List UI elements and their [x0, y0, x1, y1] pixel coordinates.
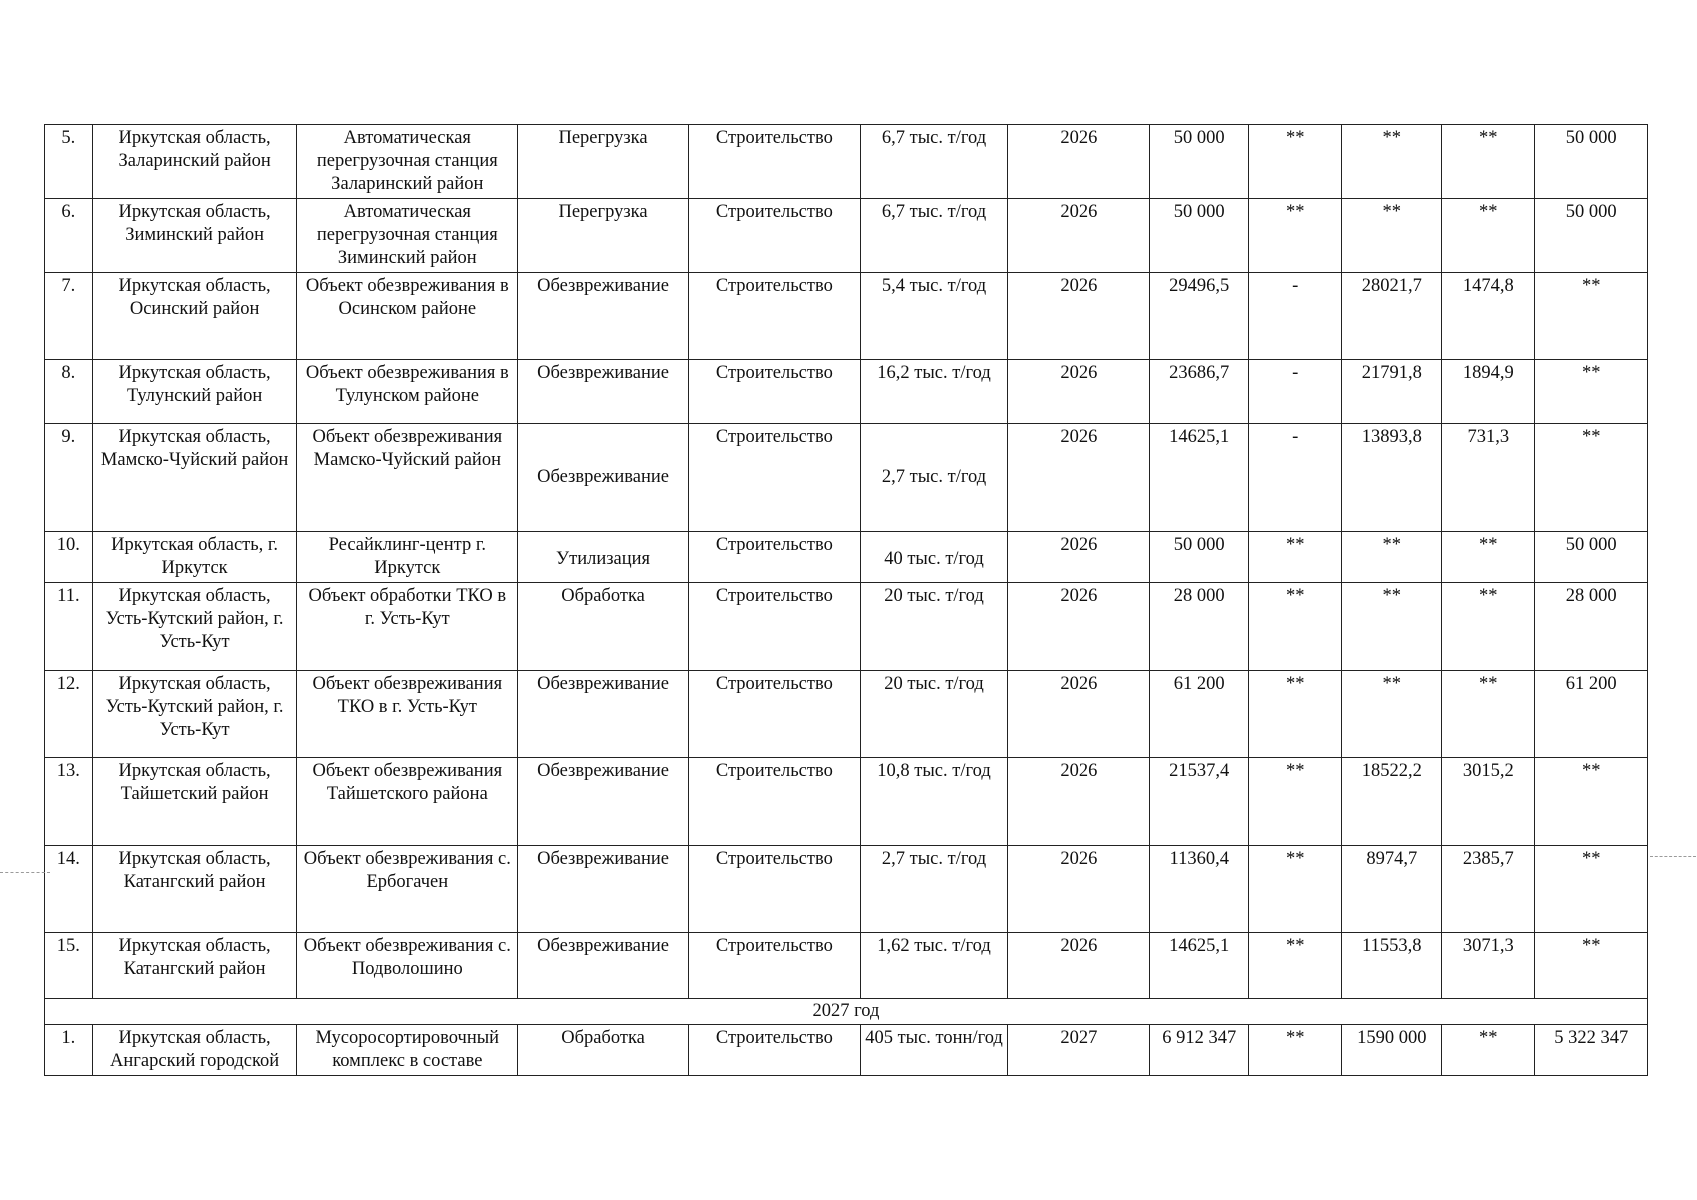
table-row [45, 199, 1648, 273]
funding-cell: 1894,9 [1442, 360, 1535, 424]
capacity-cell: 405 тыс. тонн/год [860, 1025, 1007, 1076]
funding-cell: - [1249, 273, 1342, 360]
table-row [45, 846, 1648, 933]
funding-cell: ** [1535, 273, 1648, 360]
funding-cell: ** [1535, 846, 1648, 933]
document-sheet [44, 124, 1648, 1076]
funding-cell: ** [1249, 532, 1342, 583]
year-cell: 2026 [1008, 671, 1150, 758]
year-cell: 2026 [1008, 846, 1150, 933]
funding-cell: 21791,8 [1342, 360, 1442, 424]
capacity-cell: 5,4 тыс. т/год [860, 273, 1007, 360]
object-name-cell: Объект обезвреживания Тайшетского района [297, 758, 518, 846]
waste-facilities-table [44, 124, 1648, 1076]
row-number-cell: 10. [45, 532, 93, 583]
total-cost-cell: 6 912 347 [1150, 1025, 1249, 1076]
work-type-cell: Строительство [688, 273, 860, 360]
funding-cell: ** [1442, 125, 1535, 199]
work-type-cell: Строительство [688, 532, 860, 583]
work-type-cell: Строительство [688, 846, 860, 933]
location-cell: Иркутская область, Зиминский район [92, 199, 297, 273]
object-name-cell: Автоматическая перегрузочная станция Заларинский район [297, 125, 518, 199]
funding-cell: 2385,7 [1442, 846, 1535, 933]
work-type-cell: Строительство [688, 758, 860, 846]
funding-cell: ** [1249, 758, 1342, 846]
location-cell: Иркутская область, Тайшетский район [92, 758, 297, 846]
table-row [45, 933, 1648, 999]
capacity-cell: 40 тыс. т/год [860, 532, 1007, 583]
year-2027-section [45, 999, 1648, 1025]
year-cell: 2026 [1008, 125, 1150, 199]
funding-cell: 50 000 [1535, 125, 1648, 199]
total-cost-cell: 50 000 [1150, 125, 1249, 199]
category-cell: Перегрузка [518, 199, 689, 273]
work-type-cell: Строительство [688, 125, 860, 199]
capacity-cell: 6,7 тыс. т/год [860, 199, 1007, 273]
location-cell: Иркутская область, Катангский район [92, 933, 297, 999]
work-type-cell: Строительство [688, 933, 860, 999]
object-name-cell: Объект обезвреживания с. Ербогачен [297, 846, 518, 933]
row-number-cell: 5. [45, 125, 93, 199]
location-cell: Иркутская область, Мамско-Чуйский район [92, 424, 297, 532]
category-cell: Обезвреживание [518, 273, 689, 360]
total-cost-cell: 14625,1 [1150, 424, 1249, 532]
row-number-cell: 13. [45, 758, 93, 846]
year-cell: 2026 [1008, 360, 1150, 424]
object-name-cell: Объект обезвреживания с. Подволошино [297, 933, 518, 999]
year-cell: 2026 [1008, 532, 1150, 583]
funding-cell: 1474,8 [1442, 273, 1535, 360]
funding-cell: 8974,7 [1342, 846, 1442, 933]
funding-cell: ** [1442, 1025, 1535, 1076]
work-type-cell: Строительство [688, 360, 860, 424]
funding-cell: ** [1249, 199, 1342, 273]
location-cell: Иркутская область, Осинский район [92, 273, 297, 360]
funding-cell: ** [1535, 424, 1648, 532]
location-cell: Иркутская область, г. Иркутск [92, 532, 297, 583]
category-cell: Перегрузка [518, 125, 689, 199]
funding-cell: 13893,8 [1342, 424, 1442, 532]
object-name-cell: Объект обезвреживания ТКО в г. Усть-Кут [297, 671, 518, 758]
row-number-cell: 6. [45, 199, 93, 273]
table-row [45, 273, 1648, 360]
category-cell: Обезвреживание [518, 758, 689, 846]
location-cell: Иркутская область, Катангский район [92, 846, 297, 933]
table-row [45, 671, 1648, 758]
funding-cell: ** [1249, 1025, 1342, 1076]
capacity-cell: 6,7 тыс. т/год [860, 125, 1007, 199]
rows-2027 [45, 1025, 1648, 1076]
table-row [45, 360, 1648, 424]
category-cell: Обработка [518, 583, 689, 671]
row-number-cell: 11. [45, 583, 93, 671]
funding-cell: - [1249, 424, 1342, 532]
object-name-cell: Объект обезвреживания в Тулунском районе [297, 360, 518, 424]
funding-cell: 28021,7 [1342, 273, 1442, 360]
total-cost-cell: 23686,7 [1150, 360, 1249, 424]
location-cell: Иркутская область, Усть-Кутский район, г. Усть-Кут [92, 583, 297, 671]
category-cell: Обезвреживание [518, 671, 689, 758]
table-row [45, 583, 1648, 671]
category-cell: Обезвреживание [518, 846, 689, 933]
funding-cell: ** [1342, 199, 1442, 273]
funding-cell: ** [1342, 125, 1442, 199]
funding-cell: ** [1535, 933, 1648, 999]
object-name-cell: Автоматическая перегрузочная станция Зиминский район [297, 199, 518, 273]
total-cost-cell: 29496,5 [1150, 273, 1249, 360]
object-name-cell: Объект обработки ТКО в г. Усть-Кут [297, 583, 518, 671]
table-row [45, 532, 1648, 583]
row-number-cell: 9. [45, 424, 93, 532]
funding-cell: 1590 000 [1342, 1025, 1442, 1076]
object-name-cell: Объект обезвреживания в Осинском районе [297, 273, 518, 360]
capacity-cell: 1,62 тыс. т/год [860, 933, 1007, 999]
capacity-cell: 16,2 тыс. т/год [860, 360, 1007, 424]
funding-cell: ** [1342, 583, 1442, 671]
total-cost-cell: 50 000 [1150, 199, 1249, 273]
total-cost-cell: 14625,1 [1150, 933, 1249, 999]
location-cell: Иркутская область, Тулунский район [92, 360, 297, 424]
year-cell: 2026 [1008, 273, 1150, 360]
funding-cell: 50 000 [1535, 532, 1648, 583]
row-number-cell: 14. [45, 846, 93, 933]
object-name-cell: Объект обезвреживания Мамско-Чуйский район [297, 424, 518, 532]
work-type-cell: Строительство [688, 1025, 860, 1076]
total-cost-cell: 21537,4 [1150, 758, 1249, 846]
capacity-cell: 10,8 тыс. т/год [860, 758, 1007, 846]
total-cost-cell: 50 000 [1150, 532, 1249, 583]
funding-cell: ** [1249, 933, 1342, 999]
funding-cell: ** [1535, 758, 1648, 846]
year-cell: 2027 [1008, 1025, 1150, 1076]
year-cell: 2026 [1008, 199, 1150, 273]
row-number-cell: 7. [45, 273, 93, 360]
capacity-cell: 2,7 тыс. т/год [860, 846, 1007, 933]
funding-cell: ** [1442, 583, 1535, 671]
year-cell: 2026 [1008, 424, 1150, 532]
object-name-cell: Мусоросортировочный комплекс в составе [297, 1025, 518, 1076]
funding-cell: ** [1442, 199, 1535, 273]
funding-cell: ** [1442, 532, 1535, 583]
category-cell: Обезвреживание [518, 424, 689, 532]
category-cell: Обработка [518, 1025, 689, 1076]
category-cell: Обезвреживание [518, 933, 689, 999]
funding-cell: ** [1249, 671, 1342, 758]
funding-cell: ** [1249, 846, 1342, 933]
capacity-cell: 20 тыс. т/год [860, 583, 1007, 671]
year-cell: 2026 [1008, 583, 1150, 671]
row-number-cell: 8. [45, 360, 93, 424]
funding-cell: 61 200 [1535, 671, 1648, 758]
capacity-cell: 2,7 тыс. т/год [860, 424, 1007, 532]
work-type-cell: Строительство [688, 424, 860, 532]
work-type-cell: Строительство [688, 671, 860, 758]
scan-artifact-line [1650, 856, 1696, 857]
total-cost-cell: 61 200 [1150, 671, 1249, 758]
rows-2026 [45, 125, 1648, 999]
funding-cell: ** [1535, 360, 1648, 424]
table-row [45, 758, 1648, 846]
funding-cell: 28 000 [1535, 583, 1648, 671]
location-cell: Иркутская область, Ангарский городской [92, 1025, 297, 1076]
funding-cell: 731,3 [1442, 424, 1535, 532]
funding-cell: - [1249, 360, 1342, 424]
year-cell: 2026 [1008, 933, 1150, 999]
funding-cell: 11553,8 [1342, 933, 1442, 999]
row-number-cell: 15. [45, 933, 93, 999]
total-cost-cell: 11360,4 [1150, 846, 1249, 933]
year-cell: 2026 [1008, 758, 1150, 846]
funding-cell: 3015,2 [1442, 758, 1535, 846]
total-cost-cell: 28 000 [1150, 583, 1249, 671]
funding-cell: ** [1442, 671, 1535, 758]
funding-cell: 5 322 347 [1535, 1025, 1648, 1076]
year-2027-label: 2027 год [45, 999, 1648, 1025]
funding-cell: ** [1342, 671, 1442, 758]
funding-cell: ** [1249, 583, 1342, 671]
table-row [45, 424, 1648, 532]
category-cell: Утилизация [518, 532, 689, 583]
funding-cell: ** [1342, 532, 1442, 583]
table-row [45, 125, 1648, 199]
scan-artifact-line [0, 872, 50, 873]
location-cell: Иркутская область, Усть-Кутский район, г. Усть-Кут [92, 671, 297, 758]
work-type-cell: Строительство [688, 583, 860, 671]
row-number-cell: 1. [45, 1025, 93, 1076]
category-cell: Обезвреживание [518, 360, 689, 424]
capacity-cell: 20 тыс. т/год [860, 671, 1007, 758]
funding-cell: 18522,2 [1342, 758, 1442, 846]
funding-cell: ** [1249, 125, 1342, 199]
table-row [45, 1025, 1648, 1076]
row-number-cell: 12. [45, 671, 93, 758]
funding-cell: 3071,3 [1442, 933, 1535, 999]
work-type-cell: Строительство [688, 199, 860, 273]
funding-cell: 50 000 [1535, 199, 1648, 273]
year-separator-row [45, 999, 1648, 1025]
location-cell: Иркутская область, Заларинский район [92, 125, 297, 199]
object-name-cell: Ресайклинг-центр г. Иркутск [297, 532, 518, 583]
